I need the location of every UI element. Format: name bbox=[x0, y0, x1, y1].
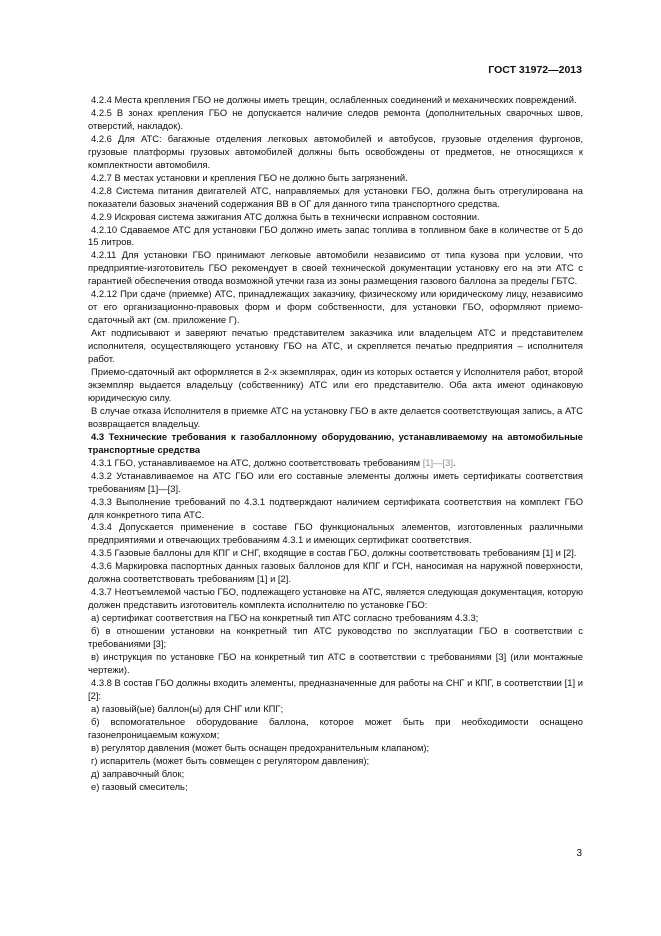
paragraph-4-3-4: 4.3.4 Допускается применение в составе ГБО функциональных элементов, изготовленных различными предприятиями и отвечающих требованиям 4.3.1 и имеющих сертификат соответствия. bbox=[88, 521, 583, 546]
paragraph-4-3-1 bbox=[88, 457, 583, 470]
list-item-4-3-8-v: в) регулятор давления (может быть оснащен предохранительным клапаном); bbox=[91, 741, 430, 753]
list-item-4-3-8-d: д) заправочный блок; bbox=[91, 767, 185, 779]
list-item-4-3-8-e: е) газовый смеситель; bbox=[91, 780, 188, 792]
reference-link-3[interactable]: [3] bbox=[442, 456, 453, 468]
document-body bbox=[88, 94, 583, 793]
paragraph-4-3-8: 4.3.8 В состав ГБО должны входить элементы, предназначенные для работы на СНГ и КПГ, в соответствии [1] и [2]: bbox=[88, 676, 583, 701]
standard-header: ГОСТ 31972—2013 bbox=[488, 64, 582, 76]
paragraph-4-3-7: 4.3.7 Неотъемлемой частью ГБО, подлежащего установке на АТС, является следующая документация, которую должен представить изготовитель комплекта исполнителю по установке ГБО: bbox=[88, 586, 583, 611]
section-heading-4-3: 4.3 Технические требования к газобаллонному оборудованию, устанавливаемому на автомобильные транспортные средства bbox=[88, 430, 583, 455]
paragraph-4-2-9: 4.2.9 Искровая система зажигания АТС должна быть в технически исправном состоянии. bbox=[91, 210, 480, 222]
paragraph-4-2-12: 4.2.12 При сдаче (приемке) АТС, принадлежащих заказчику, физическому или юридическому лицу, независимо от его организационно-правовых форм и форм собственности, для установки ГБО, оформляют приемо-сдаточный акт (см. приложение Г). bbox=[88, 288, 583, 326]
paragraph-4-2-4: 4.2.4 Места крепления ГБО не должны иметь трещин, ослабленных соединений и механических повреждений. bbox=[91, 94, 577, 105]
paragraph-4-3-6: 4.3.6 Маркировка паспортных данных газовых баллонов для КПГ и ГСН, наносимая на наружной поверхности, должна соответствовать требованиям [1] и [2]. bbox=[88, 560, 583, 585]
paragraph-4-2-8: 4.2.8 Система питания двигателей АТС, направляемых для установки ГБО, должна быть отрегулирована на показатели базовых значений содержания ВВ в ОГ для данного типа транспортного средства. bbox=[88, 184, 583, 209]
paragraph-act-signing: Акт подписывают и заверяют печатью представителем заказчика или владельцем АТС и представителем исполнителя, осуществляющего установку ГБО на АТС, и скрепляется печатью предприятия – исполнителя работ. bbox=[88, 327, 583, 365]
list-item-4-3-8-a: а) газовый(ые) баллон(ы) для СНГ или КПГ; bbox=[91, 702, 284, 714]
paragraph-4-2-5: 4.2.5 В зонах крепления ГБО не допускается наличие следов ремонта (дополнительных сварочных швов, отверстий, накладок). bbox=[88, 106, 583, 131]
sentence-end: . bbox=[452, 456, 456, 468]
paragraph-4-3-2: 4.3.2 Устанавливаемое на АТС ГБО или его составные элементы должны иметь сертификаты соответствия требованиям [1]—[3]. bbox=[88, 469, 583, 494]
reference-dash: — bbox=[433, 456, 443, 468]
paragraph-4-3-1-text: 4.3.1 ГБО, устанавливаемое на АТС, должно соответствовать требованиям bbox=[91, 456, 423, 468]
paragraph-refusal: В случае отказа Исполнителя в приемке АТС на установку ГБО в акте делается соответствующая запись, а АТС возвращается владельцу. bbox=[88, 404, 583, 429]
paragraph-act-copies: Приемо-сдаточный акт оформляется в 2-х экземплярах, один из которых остается у Исполнителя работ, второй экземпляр выдается владельцу (собственнику) АТС или его представителю. Оба акта имеют одинаковую юридическую силу. bbox=[88, 366, 583, 403]
paragraph-4-3-5: 4.3.5 Газовые баллоны для КПГ и СНГ, входящие в состав ГБО, должны соответствовать требованиям [1] и [2]. bbox=[91, 547, 577, 559]
list-item-4-3-7-a: а) сертификат соответствия на ГБО на конкретный тип АТС согласно требованиям 4.3.3; bbox=[91, 612, 479, 624]
reference-link-1[interactable]: [1] bbox=[422, 456, 434, 468]
paragraph-4-2-10: 4.2.10 Сдаваемое АТС для установки ГБО должно иметь запас топлива в топливном баке в количестве от 5 до 15 литров. bbox=[88, 223, 583, 248]
paragraph-4-3-3: 4.3.3 Выполнение требований по 4.3.1 подтверждают наличием сертификата соответствия на комплект ГБО для конкретного типа АТС. bbox=[88, 495, 583, 520]
paragraph-4-2-6: 4.2.6 Для АТС: багажные отделения легковых автомобилей и автобусов, грузовые отделения фургонов, грузовые платформы грузовых автомобилей должны быть освобождены от предметов, не относящихся к комплектности автомобиля. bbox=[88, 132, 583, 170]
list-item-4-3-7-b: б) в отношении установки на конкретный тип АТС руководство по эксплуатации ГБО в соответствии с требованиями [3]; bbox=[88, 625, 583, 650]
paragraph-4-2-7: 4.2.7 В местах установки и крепления ГБО не должно быть загрязнений. bbox=[91, 171, 408, 183]
page-number: 3 bbox=[576, 848, 582, 859]
list-item-4-3-8-g: г) испаритель (может быть совмещен с регулятором давления); bbox=[91, 754, 370, 766]
list-item-4-3-8-b: б) вспомогательное оборудование баллона, которое может быть при необходимости оснащено газонепроницаемым кожухом; bbox=[88, 715, 583, 740]
paragraph-4-2-11: 4.2.11 Для установки ГБО принимают легковые автомобили независимо от типа кузова при условии, что предприятие-изготовитель ГБО рекомендует в своей технической документации установку его на эти АТС с гарантией обеспечения отвода возможной утечки газа из зоны размещения газового баллона за пределы ГБТС. bbox=[88, 249, 583, 287]
list-item-4-3-7-v: в) инструкция по установке ГБО на конкретный тип АТС в соответствии с требованиями [3] (или монтажные чертежи). bbox=[88, 650, 583, 675]
